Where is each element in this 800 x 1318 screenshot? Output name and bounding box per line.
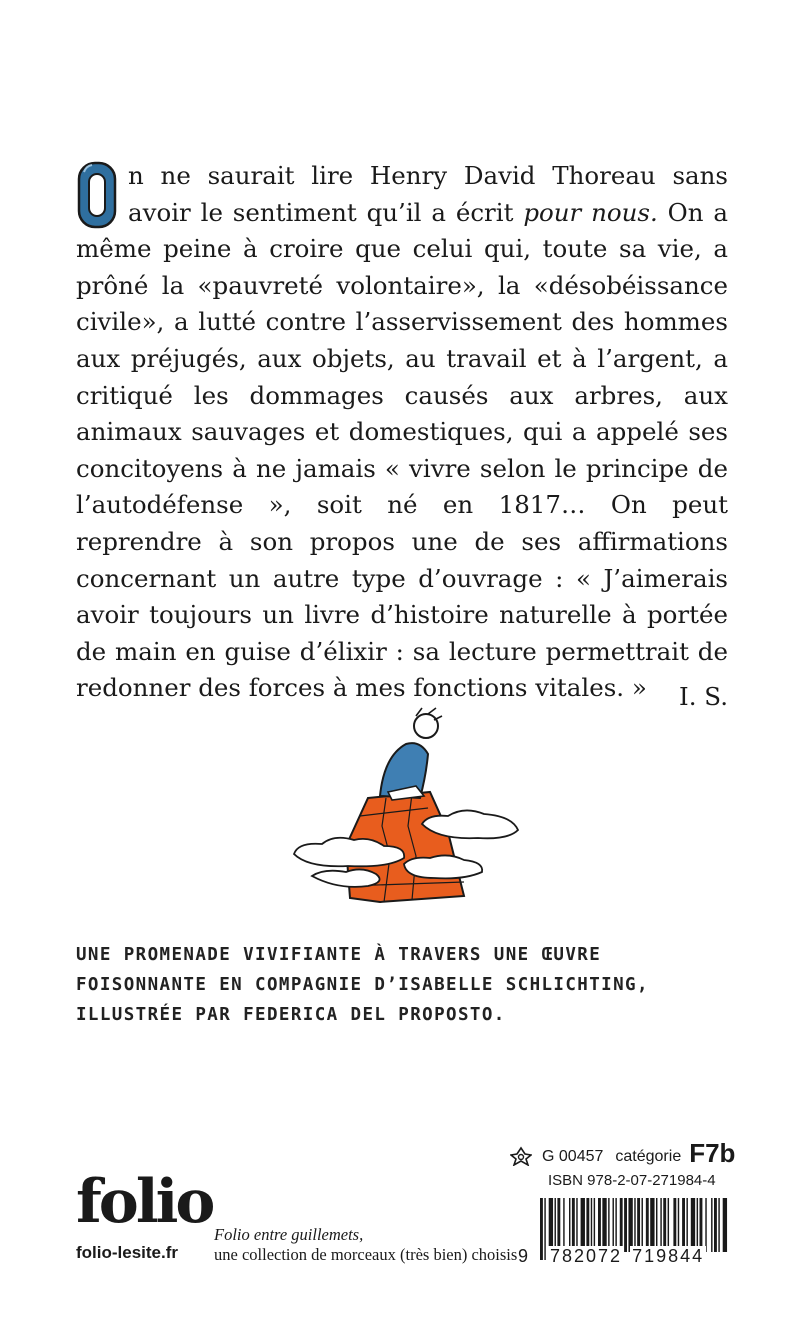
drop-cap-letter: O — [94, 205, 100, 212]
drop-cap-o — [76, 160, 118, 230]
barcode-first-digit: 9 — [518, 1245, 529, 1266]
publisher-website[interactable]: folio-lesite.fr — [76, 1243, 179, 1262]
barcode-digits — [518, 1244, 730, 1268]
blurb-part2: On a même peine à croire que celui qui, toute sa vie, a prôné la «pauvreté volontaire», la «désobéissance civile», a lutté contre l’asservissement des hommes aux préjugés, aux objets, au travail et à l’argent, a critiqué les dommages causés aux arbres, aux animaux sauvages et domestiques, qui a appelé ses concitoyens à ne jamais « vivre selon le principe de l’autodéfense », soit né en 1817… On peut reprendre à son propos une de ses affirmations concernant un autre type d’ouvrage : « J’aimerais avoir toujours un livre d’histoire naturelle à portée de main en guise d’élixir : sa lecture permettrait de redonner des forces à mes fonctions vitales. » — [76, 197, 728, 703]
blurb-emphasis: pour nous. — [523, 197, 658, 227]
category-value: F7b — [689, 1138, 736, 1168]
illustration-reader-on-rock — [288, 706, 524, 906]
signature: I. S. — [679, 682, 728, 711]
blurb-text — [76, 158, 728, 707]
blurb-part1: n ne saurait lire Henry David Thoreau sans avoir le sentiment qu’il a écrit — [128, 161, 728, 227]
catalog-code-row — [510, 1138, 735, 1166]
collection-description: une collection de morceaux (très bien) choisis — [214, 1245, 518, 1264]
catalog-code: G 00457 — [542, 1148, 604, 1165]
barcode-left-group: 782072 — [550, 1245, 623, 1266]
collection-note — [214, 1225, 517, 1265]
barcode-right-group: 719844 — [632, 1245, 705, 1266]
category-label: catégorie — [615, 1148, 682, 1165]
tagline: UNE PROMENADE VIVIFIANTE À TRAVERS UNE ŒUVRE FOISONNANTE EN COMPAGNIE D’ISABELLE SCHLICHTING, ILLUSTRÉE PAR FEDERICA DEL PROPOSTO. — [76, 945, 649, 1025]
folio-logo: folio — [76, 1167, 213, 1237]
collection-name: Folio entre guillemets, — [214, 1225, 364, 1244]
isbn: ISBN 978-2-07-271984-4 — [548, 1172, 716, 1189]
decorative-knot-icon — [510, 1146, 532, 1166]
